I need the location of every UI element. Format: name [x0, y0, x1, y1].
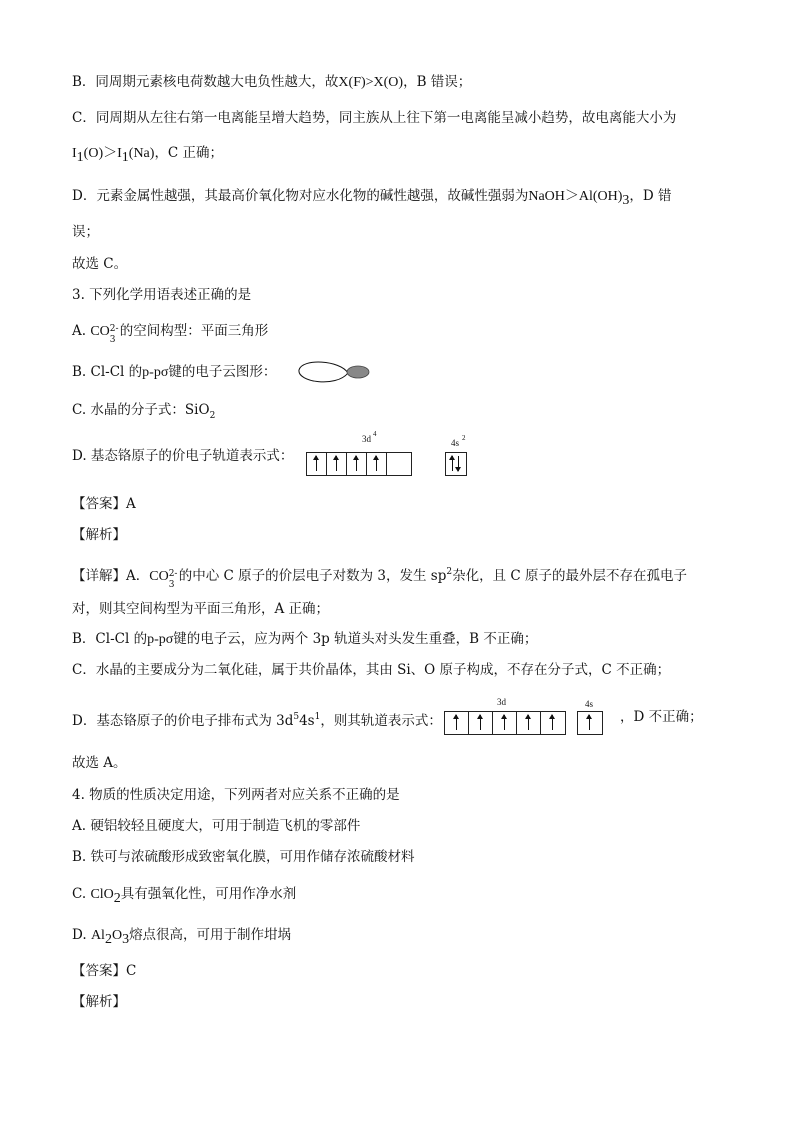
text: 熔点很高，可用于制作坩埚: [129, 927, 292, 943]
text: C. 水晶的分子式：SiO: [72, 402, 210, 418]
sub-sup-stack: [168, 569, 179, 590]
text: 【解析】: [72, 527, 126, 543]
text: 键的电子云图形：: [168, 364, 277, 380]
text: 【答案】C: [72, 963, 137, 979]
orbital-cell: [347, 453, 367, 475]
detail-d: [72, 707, 442, 731]
text: 故选 A。: [72, 755, 127, 771]
question-4-option-b: [72, 847, 415, 867]
subscript: 3: [622, 193, 630, 208]
math-expression: O: [111, 928, 123, 943]
orbital-cell: [517, 712, 541, 734]
text: D. 基态铬原子的价电子轨道表示式：: [72, 448, 294, 464]
text: C.: [72, 886, 91, 902]
subscript: 3: [168, 580, 175, 590]
text: D．元素金属性越强，其最高价氧化物对应水化物的碱性越强，故碱性强弱为: [72, 188, 529, 204]
orbital-box-4s-detail: [577, 711, 603, 735]
question-3-option-c: [72, 400, 215, 426]
spin-up-arrow-icon: [356, 456, 357, 471]
superscript: 1: [314, 712, 321, 722]
superscript: 2: [462, 434, 466, 442]
math-expression: X(F)>X(O): [338, 75, 404, 90]
orbital-cell: [469, 712, 493, 734]
orbital-cell: [445, 712, 469, 734]
spin-up-arrow-icon: [504, 715, 505, 730]
text: 具有强氧化性，可用作净水剂: [120, 886, 297, 902]
text-line-d-previous: [72, 186, 672, 211]
spin-up-arrow-icon: [376, 456, 377, 471]
text-line-d-previous-2: [72, 222, 99, 242]
orbital-cell: [367, 453, 387, 475]
text: B．同周期元素核电荷数越大电负性越大，故: [72, 74, 339, 90]
math-expression: ClO: [90, 887, 114, 902]
spin-up-arrow-icon: [589, 715, 590, 730]
detail-b: [72, 629, 537, 650]
math-expression: (Na): [128, 146, 155, 161]
orbital-box-3d: [306, 452, 412, 476]
text: 键的电子云，应为两个 3p 轨道头对头发生重叠，B 不正确；: [173, 631, 538, 647]
detail-a-line-1: [72, 562, 688, 590]
answer-q4: [72, 961, 136, 981]
label: 3d: [362, 434, 371, 444]
text: ，D 不正确；: [620, 709, 703, 725]
spin-up-arrow-icon: [452, 456, 453, 471]
math-expression: I: [72, 146, 77, 161]
detail-a-line-2: [72, 599, 329, 619]
text: ，D 错: [629, 188, 672, 204]
superscript: 2: [446, 567, 453, 577]
subscript: 3: [122, 932, 130, 947]
orbital-cell: [541, 712, 565, 734]
subscript: 2: [209, 411, 216, 421]
math-expression: Al: [90, 928, 105, 943]
orbital-cell: [387, 453, 411, 475]
orbital-cell: [327, 453, 347, 475]
orbital-cell: [307, 453, 327, 475]
subscript: 3: [109, 335, 116, 345]
spin-up-arrow-icon: [316, 456, 317, 471]
subscript: 2: [104, 932, 112, 947]
text: 杂化，且 C 原子的最外层不存在孤电子: [452, 568, 688, 584]
math-expression: (O)＞I: [83, 146, 122, 161]
detail-d-end: [620, 707, 703, 727]
sub-sup-stack: [109, 324, 120, 345]
superscript: 2-: [109, 324, 119, 334]
spin-up-arrow-icon: [456, 715, 457, 730]
text-line-choose-c: [72, 254, 127, 274]
superscript: 2-: [168, 569, 178, 579]
math-expression: CO: [149, 569, 169, 584]
text: D.: [72, 927, 91, 943]
text: 【详解】A．: [72, 568, 150, 584]
question-3-option-b: [72, 362, 276, 383]
math-expression: CO: [90, 324, 110, 339]
question-4-option-a: [72, 816, 360, 836]
text: 4. 物质的性质决定用途，下列两者对应关系不正确的是: [72, 787, 400, 803]
question-4-option-d: [72, 925, 291, 950]
spin-down-arrow-icon: [458, 456, 459, 471]
text: 误；: [72, 224, 99, 240]
question-3-title: [72, 285, 251, 305]
text: B. 铁可与浓硫酸形成致密氧化膜，可用作储存浓硫酸材料: [72, 849, 415, 865]
text-line-choose-a: [72, 753, 127, 773]
text: 的空间构型：平面三角形: [119, 323, 269, 339]
electron-cloud-diagram: [296, 356, 374, 390]
orbital-box-3d-detail: [444, 711, 566, 735]
subscript: 2: [113, 891, 121, 906]
text: B．Cl-Cl 的: [72, 631, 148, 647]
text: 的中心 C 原子的价层电子对数为 3，发生 sp: [178, 568, 447, 584]
question-4-option-c: [72, 884, 296, 909]
subscript: 1: [76, 150, 84, 165]
text: 【答案】A: [72, 496, 136, 512]
superscript: 4: [373, 430, 377, 438]
math-expression: p-pσ: [142, 365, 169, 380]
small-lobe: [347, 366, 369, 378]
detail-c: [72, 660, 670, 680]
text-line-c-previous: [72, 108, 676, 128]
spin-up-arrow-icon: [528, 715, 529, 730]
analysis-q3: [72, 525, 126, 545]
text: ，B 错误；: [403, 74, 472, 90]
text: A.: [72, 323, 91, 339]
question-3-option-d: [72, 446, 293, 466]
label: 4s: [451, 438, 460, 448]
text: D．基态铬原子的价电子排布式为 3d: [72, 713, 294, 729]
text-line-b-previous: [72, 72, 471, 93]
text: 【解析】: [72, 994, 126, 1010]
text: C．同周期从左往右第一电离能呈增大趋势，同主族从上往下第一电离能呈减小趋势，故电离能大小为: [72, 110, 677, 126]
orbital-cell: [493, 712, 517, 734]
question-4-title: [72, 785, 400, 805]
math-expression: p-pσ: [147, 632, 174, 647]
text: A. 硬铝较轻且硬度大，可用于制造飞机的零部件: [72, 818, 361, 834]
spin-up-arrow-icon: [480, 715, 481, 730]
orbital-cell: [446, 453, 466, 475]
superscript: 5: [293, 712, 300, 722]
spin-up-arrow-icon: [336, 456, 337, 471]
text: 对，则其空间构型为平面三角形，A 正确；: [72, 601, 330, 617]
orbital-box-4s: [445, 452, 467, 476]
text: 故选 C。: [72, 256, 128, 272]
spin-up-arrow-icon: [552, 715, 553, 730]
label: 3d: [497, 697, 506, 707]
large-lobe: [299, 362, 348, 382]
text: 3. 下列化学用语表述正确的是: [72, 287, 252, 303]
text: ，则其轨道表示式：: [320, 713, 442, 729]
text: 4s: [299, 713, 315, 729]
subscript: 1: [121, 150, 129, 165]
analysis-q4: [72, 992, 126, 1012]
orbital-cell: [578, 712, 602, 734]
text: ，C 正确；: [154, 145, 224, 161]
math-expression: NaOH＞Al(OH): [528, 189, 623, 204]
text-line-c-previous-2: [72, 143, 223, 168]
answer-q3: [72, 494, 136, 514]
label: 4s: [585, 699, 594, 709]
text: C．水晶的主要成分为二氧化硅，属于共价晶体，其由 Si、O 原子构成，不存在分子式，C 不正确；: [72, 662, 671, 678]
text: B. Cl-Cl 的: [72, 364, 143, 380]
question-3-option-a: [72, 321, 269, 345]
